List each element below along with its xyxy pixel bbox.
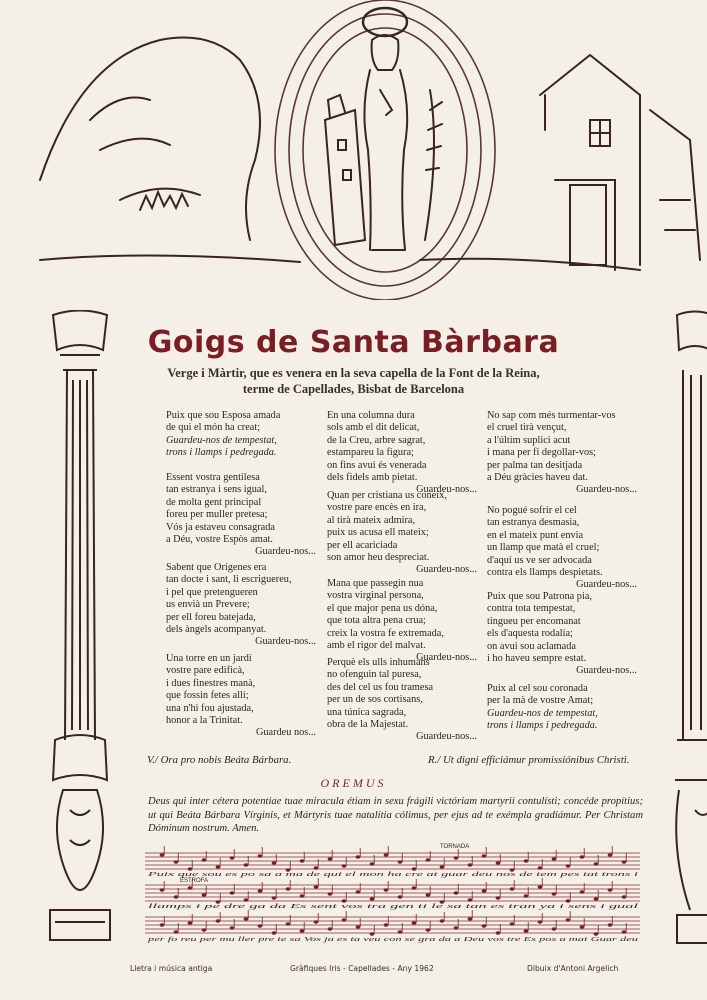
refrain-cue: Guardeu-nos...: [576, 484, 637, 496]
stanza-line: tan estranya desmasia,: [487, 517, 580, 529]
refrain-cue: Guardeu-nos...: [255, 546, 316, 558]
stanza-line: no ofenguin tal puresa,: [327, 669, 422, 681]
stanza-line: al tirà mateix admira,: [327, 514, 416, 526]
stanza-line: vostre pare encès en ira,: [327, 502, 427, 514]
halo-rays: [275, 0, 495, 300]
note-head: [244, 898, 249, 901]
note-head: [468, 898, 473, 901]
note-head: [580, 890, 585, 893]
stanza-line: us envià un Prevere;: [166, 599, 250, 611]
stanza-line: una n'hi fou ajustada,: [166, 702, 254, 714]
note-head: [524, 859, 529, 862]
footer-credit-music: Lletra i música antiga: [130, 964, 213, 973]
note-head: [412, 921, 417, 924]
note-head: [454, 891, 459, 894]
note-head: [440, 865, 445, 868]
note-head: [622, 930, 627, 933]
versicle: V./ Ora pro nobis Beáta Bárbara.: [147, 754, 292, 766]
footer-credit-drawing: Dibuix d'Antoni Argelich: [527, 964, 619, 973]
note-head: [356, 925, 361, 928]
note-head: [608, 888, 613, 891]
note-head: [230, 891, 235, 894]
stanza-line: En una columna dura: [327, 410, 415, 421]
note-head: [608, 923, 613, 926]
note-head: [160, 923, 165, 926]
stanza-line: per la mà de vostre Amat;: [487, 695, 594, 707]
stanza-line: per ell acariciada: [327, 539, 398, 551]
note-head: [286, 922, 291, 925]
note-head: [482, 854, 487, 857]
stanza-line: obra de la Majestat.: [327, 719, 409, 731]
note-head: [622, 860, 627, 863]
note-head: [622, 895, 627, 898]
note-head: [468, 917, 473, 920]
refrain-cue: Guardeu-nos...: [416, 652, 477, 664]
stanza-line: que tota altra pena crua;: [327, 615, 426, 627]
note-head: [552, 857, 557, 860]
note-head: [482, 889, 487, 892]
note-head: [174, 895, 179, 898]
note-head: [580, 855, 585, 858]
stanza-line: d'aquí us ve ser advocada: [487, 554, 592, 566]
oremus-prayer: Deus qui inter cétera potentiae tuae miracula étiam in sexu frágili victóriam martyrii contulísti; concéde propítius; ut qui Beáta Bárbara Vírginis, et Mártyris tuae natalítia cólimus, per ejus ad te exémpla gradiámur. Per Christam Dóminum nostrum. Amen.: [148, 796, 643, 835]
note-head: [440, 919, 445, 922]
stanza-line: i ho haveu sempre estat.: [487, 653, 587, 665]
note-head: [272, 861, 277, 864]
stanza-line: tan estranya i sens igual,: [166, 484, 267, 496]
note-head: [258, 854, 263, 857]
refrain-cue: Guardeu-nos...: [576, 665, 637, 677]
note-head: [272, 896, 277, 899]
stanza-line: Guardeu-nos de tempestat,: [487, 707, 598, 719]
music-label-estrofa: ESTROFA: [180, 878, 209, 884]
stanza: [327, 657, 477, 744]
stanza-line: trons i llamps i pedregada.: [487, 720, 598, 732]
note-head: [510, 922, 515, 925]
subtitle-line: Verge i Màrtir, que es venera en la seva capella de la Font de la Reina,: [167, 366, 540, 380]
note-head: [160, 888, 165, 891]
note-head: [314, 866, 319, 869]
note-head: [524, 894, 529, 897]
music-score: [140, 843, 645, 948]
stanza: [166, 653, 316, 740]
note-head: [384, 888, 389, 891]
stanza-line: tingueu per encomanat: [487, 615, 581, 627]
note-head: [468, 863, 473, 866]
stanza-line: a l'últim suplici acut: [487, 434, 571, 446]
stanza-line: Una torre en un jardí: [166, 653, 252, 664]
note-head: [244, 863, 249, 866]
note-head: [328, 857, 333, 860]
note-head: [216, 865, 221, 868]
stanza-line: el cruel tirà vençut,: [487, 422, 567, 434]
note-head: [510, 887, 515, 890]
stanza-line: trons i llamps i pedregada.: [166, 447, 277, 459]
music-label-tornada: TORNADA: [440, 844, 470, 850]
note-head: [286, 887, 291, 890]
note-head: [356, 855, 361, 858]
note-head: [454, 926, 459, 929]
response: R./ Ut digni efficiámur promissiónibus Christi.: [428, 754, 630, 766]
note-head: [328, 927, 333, 930]
stanza-line: de qui el món ha creat;: [166, 422, 261, 434]
note-head: [342, 918, 347, 921]
stanza-line: creix la vostra fe extremada,: [327, 627, 444, 639]
note-head: [426, 893, 431, 896]
note-head: [244, 917, 249, 920]
note-head: [496, 896, 501, 899]
stanza-line: per un de sos cortisans,: [327, 694, 423, 706]
note-head: [496, 861, 501, 864]
note-head: [538, 866, 543, 869]
stanza-line: Puix que sou Patrona pia,: [487, 591, 592, 602]
stanza-line: i mana per fi degollar-vos;: [487, 447, 597, 459]
stanza-line: vostre pare edificà,: [166, 665, 245, 677]
stanza-line: i pel que pretengueren: [166, 586, 258, 598]
stanza-line: contra tota tempestat,: [487, 603, 576, 615]
note-head: [300, 894, 305, 897]
note-head: [188, 921, 193, 924]
stanza: [487, 683, 637, 733]
note-head: [580, 925, 585, 928]
note-head: [174, 930, 179, 933]
note-head: [538, 920, 543, 923]
note-head: [412, 886, 417, 889]
stanza-line: Guardeu-nos de tempestat,: [166, 434, 277, 446]
note-head: [566, 918, 571, 921]
note-head: [538, 885, 543, 888]
refrain-cue: Guardeu-nos...: [416, 484, 477, 496]
stanza-line: No sap com més turmentar-vos: [487, 410, 616, 421]
note-head: [202, 893, 207, 896]
note-head: [552, 927, 557, 930]
note-head: [272, 931, 277, 934]
stanza-line: per palma tan desitjada: [487, 459, 583, 471]
stanza-line: a Déu, vostre Espòs amat.: [166, 534, 273, 546]
note-head: [216, 919, 221, 922]
music-lyrics-2: llamps i pe dre ga da Es sent vos tra gen ti le sa tan es tran ya i sens i gual: [148, 903, 639, 910]
stanza-line: contra els llamps despietats.: [487, 567, 603, 579]
note-head: [258, 924, 263, 927]
note-head: [314, 885, 319, 888]
stanza: [487, 505, 637, 592]
note-head: [398, 895, 403, 898]
music-lyrics-1: Puix que sou es po sa a ma de qui el mon ha cre at guar deu nos de tem pes tat trons i: [145, 871, 639, 878]
note-head: [426, 858, 431, 861]
stanza-line: a Déu gràcies haveu dat.: [487, 472, 588, 484]
stanza-line: amb el rigor del malvat.: [327, 640, 426, 652]
page-title: Goigs de Santa Bàrbara: [147, 325, 560, 360]
music-lyrics-3: per fo reu per mu ller pre te sa Vos ja es ta veu con se gra da a Deu vos tre Es pos a mat Guar deu: [146, 936, 640, 943]
stanza-line: per ell foreu batejada,: [166, 611, 256, 623]
stanza-line: dels àngels acompanyat.: [166, 624, 267, 636]
stanza-line: vostra virginal persona,: [327, 590, 424, 602]
stanza: [487, 410, 637, 497]
stanza-line: i dues finestres manà,: [166, 677, 256, 689]
note-head: [426, 928, 431, 931]
note-head: [160, 853, 165, 856]
note-head: [552, 892, 557, 895]
stanza-line: on avui sou aclamada: [487, 640, 576, 652]
staff-3: [145, 917, 640, 933]
stanza: [166, 410, 316, 460]
note-head: [370, 862, 375, 865]
note-head: [356, 890, 361, 893]
note-head: [482, 924, 487, 927]
staff-2: [145, 885, 640, 901]
header-illustration: [0, 0, 707, 300]
note-head: [202, 858, 207, 861]
left-column-ornament: [45, 310, 115, 950]
refrain-cue: Guardeu-nos...: [576, 579, 637, 591]
note-head: [314, 920, 319, 923]
stanza-line: honor a la Trinitat.: [166, 715, 243, 727]
stanza-line: des del cel us fou tramesa: [327, 681, 434, 693]
stanza-line: Puix que sou Esposa amada: [166, 410, 281, 421]
stanza: [166, 562, 316, 649]
stanza-line: un llamp que matà el cruel;: [487, 542, 600, 554]
note-head: [230, 926, 235, 929]
stanza: [327, 578, 477, 665]
stanza-line: Puix al cel sou coronada: [487, 683, 588, 694]
stanza-line: sols amb el dit delicat,: [327, 422, 420, 434]
note-head: [608, 853, 613, 856]
note-head: [230, 856, 235, 859]
stanza-line: No pogué sofrir el cel: [487, 505, 577, 516]
stanza-line: Quan per cristiana us coneix,: [327, 490, 447, 501]
stanza-line: Mana que passegin nua: [327, 578, 424, 589]
refrain-cue: Guardeu nos...: [255, 727, 316, 739]
note-head: [454, 856, 459, 859]
note-head: [300, 859, 305, 862]
note-head: [594, 862, 599, 865]
oremus-heading: OREMUS: [320, 776, 387, 790]
footer-printer: Gràfiques Iris - Capellades - Any 1962: [290, 964, 434, 973]
subtitle-line: terme de Capellades, Bisbat de Barcelona: [242, 382, 465, 396]
stanza-line: son amor heu despreciat.: [327, 552, 430, 564]
stanza-line: on fins avui és venerada: [327, 459, 427, 471]
stanza-line: que fossin fetes allí;: [166, 690, 249, 702]
stanza: [327, 490, 477, 577]
stanza-line: puix us acusa ell mateix;: [327, 527, 429, 539]
stanza-line: una túnica sagrada,: [327, 706, 407, 718]
note-head: [384, 923, 389, 926]
stanza-line: tan docte i sant, li escriguereu,: [166, 574, 292, 586]
stanza-line: el que major pena us dóna,: [327, 602, 438, 614]
stanza-line: estampareu la figura;: [327, 447, 414, 459]
refrain-cue: Guardeu-nos...: [416, 564, 477, 576]
stanza-line: Sabent que Orígenes era: [166, 562, 267, 573]
note-head: [188, 886, 193, 889]
stanza-line: dels fidels amb pietat.: [327, 472, 418, 484]
subtitle: [110, 365, 597, 397]
stanza: [166, 472, 316, 559]
note-head: [328, 892, 333, 895]
stanza-line: Essent vostra gentilesa: [166, 472, 260, 483]
stanza: [487, 591, 637, 678]
note-head: [370, 897, 375, 900]
note-head: [300, 929, 305, 932]
note-head: [258, 889, 263, 892]
stanza-line: els d'aquesta rodalia;: [487, 628, 573, 640]
refrain-cue: Guardeu-nos...: [255, 636, 316, 648]
stanza-line: de la Creu, arbre sagrat,: [327, 434, 426, 446]
note-head: [566, 864, 571, 867]
note-head: [524, 929, 529, 932]
stanza: [327, 410, 477, 497]
note-head: [398, 860, 403, 863]
right-column-ornament: [675, 310, 707, 950]
stanza-line: de molta gent principal: [166, 496, 262, 508]
note-head: [398, 930, 403, 933]
note-head: [496, 931, 501, 934]
stanza-line: Vós ja estaveu consagrada: [166, 521, 275, 533]
note-head: [594, 897, 599, 900]
stanza-line: en el mateix punt envia: [487, 529, 584, 541]
refrain-cue: Guardeu-nos...: [416, 731, 477, 743]
note-head: [202, 928, 207, 931]
note-head: [384, 853, 389, 856]
note-head: [342, 864, 347, 867]
stanza-line: foreu per muller pretesa;: [166, 509, 268, 521]
stanza-line: Perquè els ulls inhumans: [327, 657, 430, 668]
note-head: [174, 860, 179, 863]
